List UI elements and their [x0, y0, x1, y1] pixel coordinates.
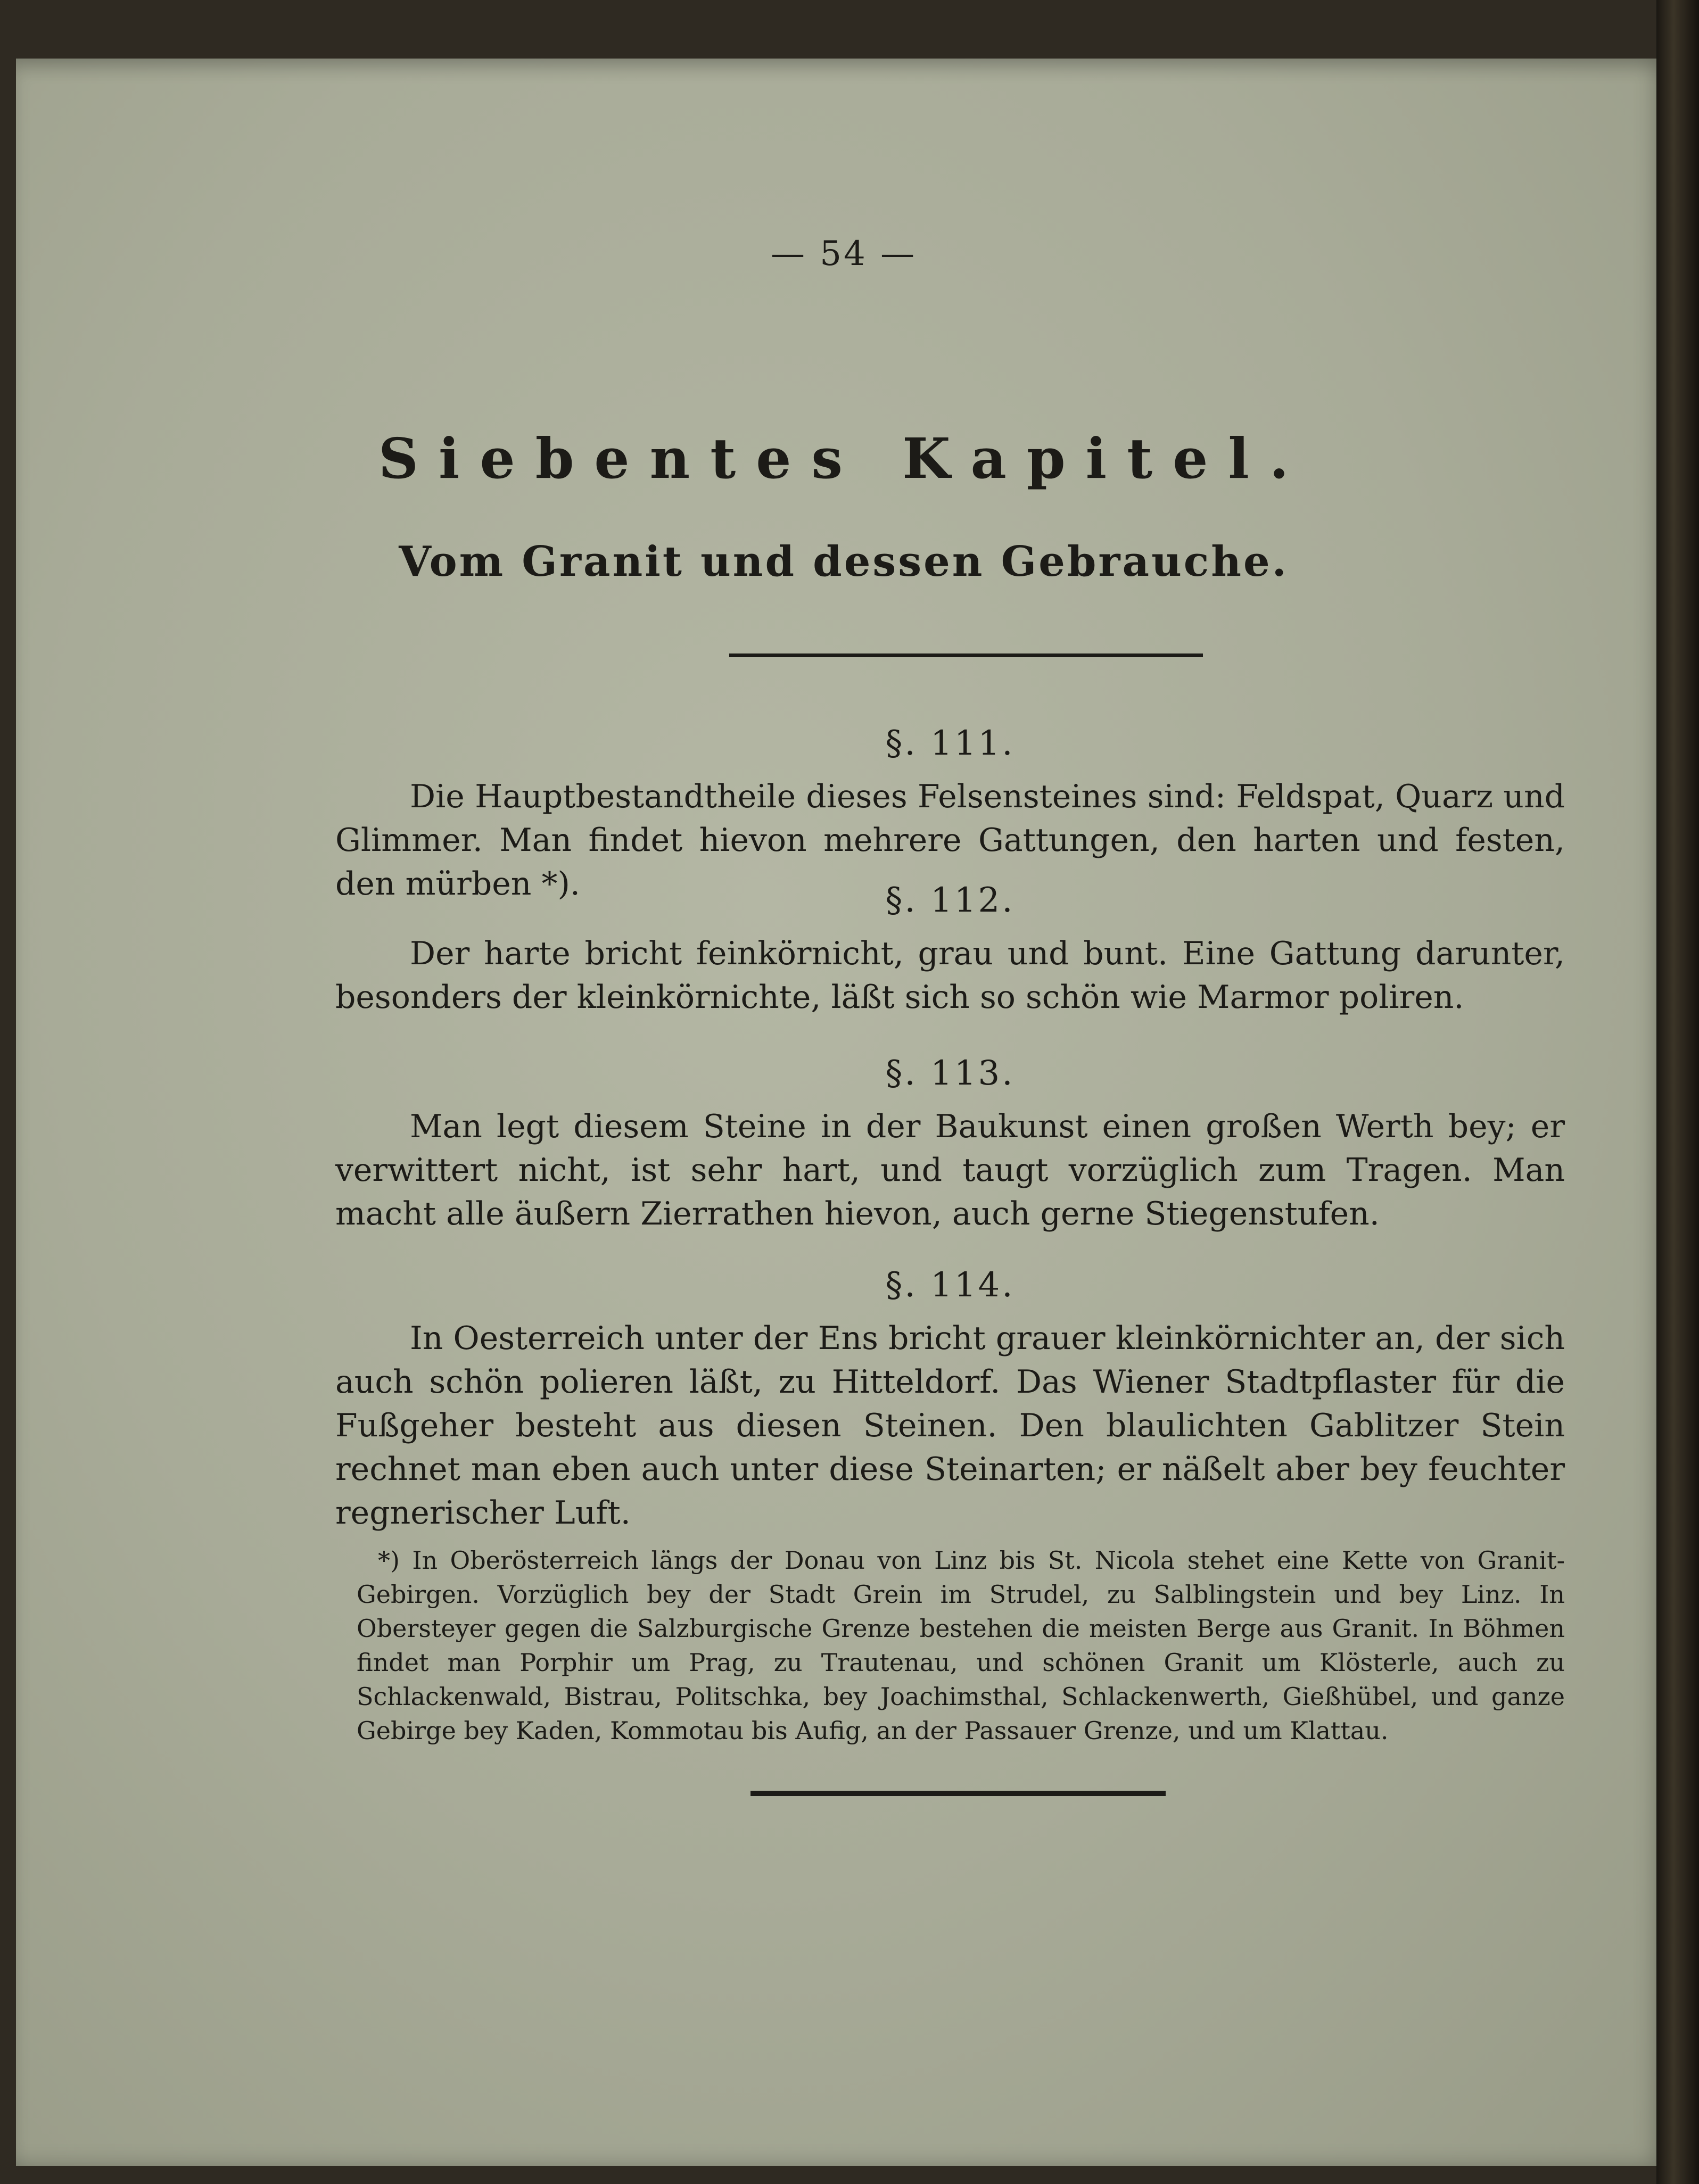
page-number: — 54 —: [770, 234, 917, 274]
decorative-rule-top: [729, 653, 1203, 657]
section-heading: §. 112.: [885, 881, 1015, 920]
section-body: Die Hauptbestandtheile dieses Felsensteines sind: Feldspat, Quarz und Glimmer. Man findet hievon mehrere Gattungen, den harten und festen, den mürben *).: [335, 778, 1565, 903]
section-113: [335, 1054, 1565, 1236]
chapter-subtitle: Vom Granit und dessen Gebrauche.: [399, 537, 1289, 586]
book-spine-edge: [1656, 0, 1699, 2184]
section-112: [335, 881, 1565, 1019]
section-body: In Oesterreich unter der Ens bricht grauer kleinkörnichter an, der sich auch schön polieren läßt, zu Hitteldorf. Das Wiener Stadtpflaster für die Fußgeher besteht aus diesen Steinen. Den blaulichten Gablitzer Stein rechnet man eben auch unter diese Steinarten; er näßelt aber bey feuchter regnerischer Luft.: [335, 1320, 1565, 1532]
section-body: Man legt diesem Steine in der Baukunst einen großen Werth bey; er verwittert nicht, ist sehr hart, und taugt vorzüglich zum Tragen. Man macht alle äußern Zierrathen hievon, auch gerne Stiegenstufen.: [335, 1108, 1565, 1232]
chapter-title: Siebentes Kapitel.: [378, 426, 1309, 491]
book-page: [16, 59, 1671, 2166]
section-111: [335, 724, 1565, 906]
decorative-rule-bottom: [750, 1791, 1166, 1796]
section-heading: §. 111.: [885, 724, 1015, 763]
section-heading: §. 114.: [885, 1265, 1015, 1305]
section-heading: §. 113.: [885, 1054, 1015, 1093]
section-114: [335, 1265, 1565, 1535]
footnote: *) In Oberösterreich längs der Donau von Linz bis St. Nicola stehet eine Kette von Granit-Gebirgen. Vorzüglich bey der Stadt Grein im Strudel, zu Salblingstein und bey Linz. In Obersteyer gegen die Salzburgische Grenze bestehen die meisten Berge aus Granit. In Böhmen findet man Porphir um Prag, zu Trautenau, und schönen Granit um Klösterle, auch zu Schlackenwald, Bistrau, Politschka, bey Joachimsthal, Schlackenwerth, Gießhübel, und ganze Gebirge bey Kaden, Kommotau bis Aufig, an der Passauer Grenze, und um Klattau.: [357, 1546, 1565, 1745]
section-body: Der harte bricht feinkörnicht, grau und bunt. Eine Gattung darunter, besonders der kleinkörnichte, läßt sich so schön wie Marmor poliren.: [335, 935, 1565, 1016]
